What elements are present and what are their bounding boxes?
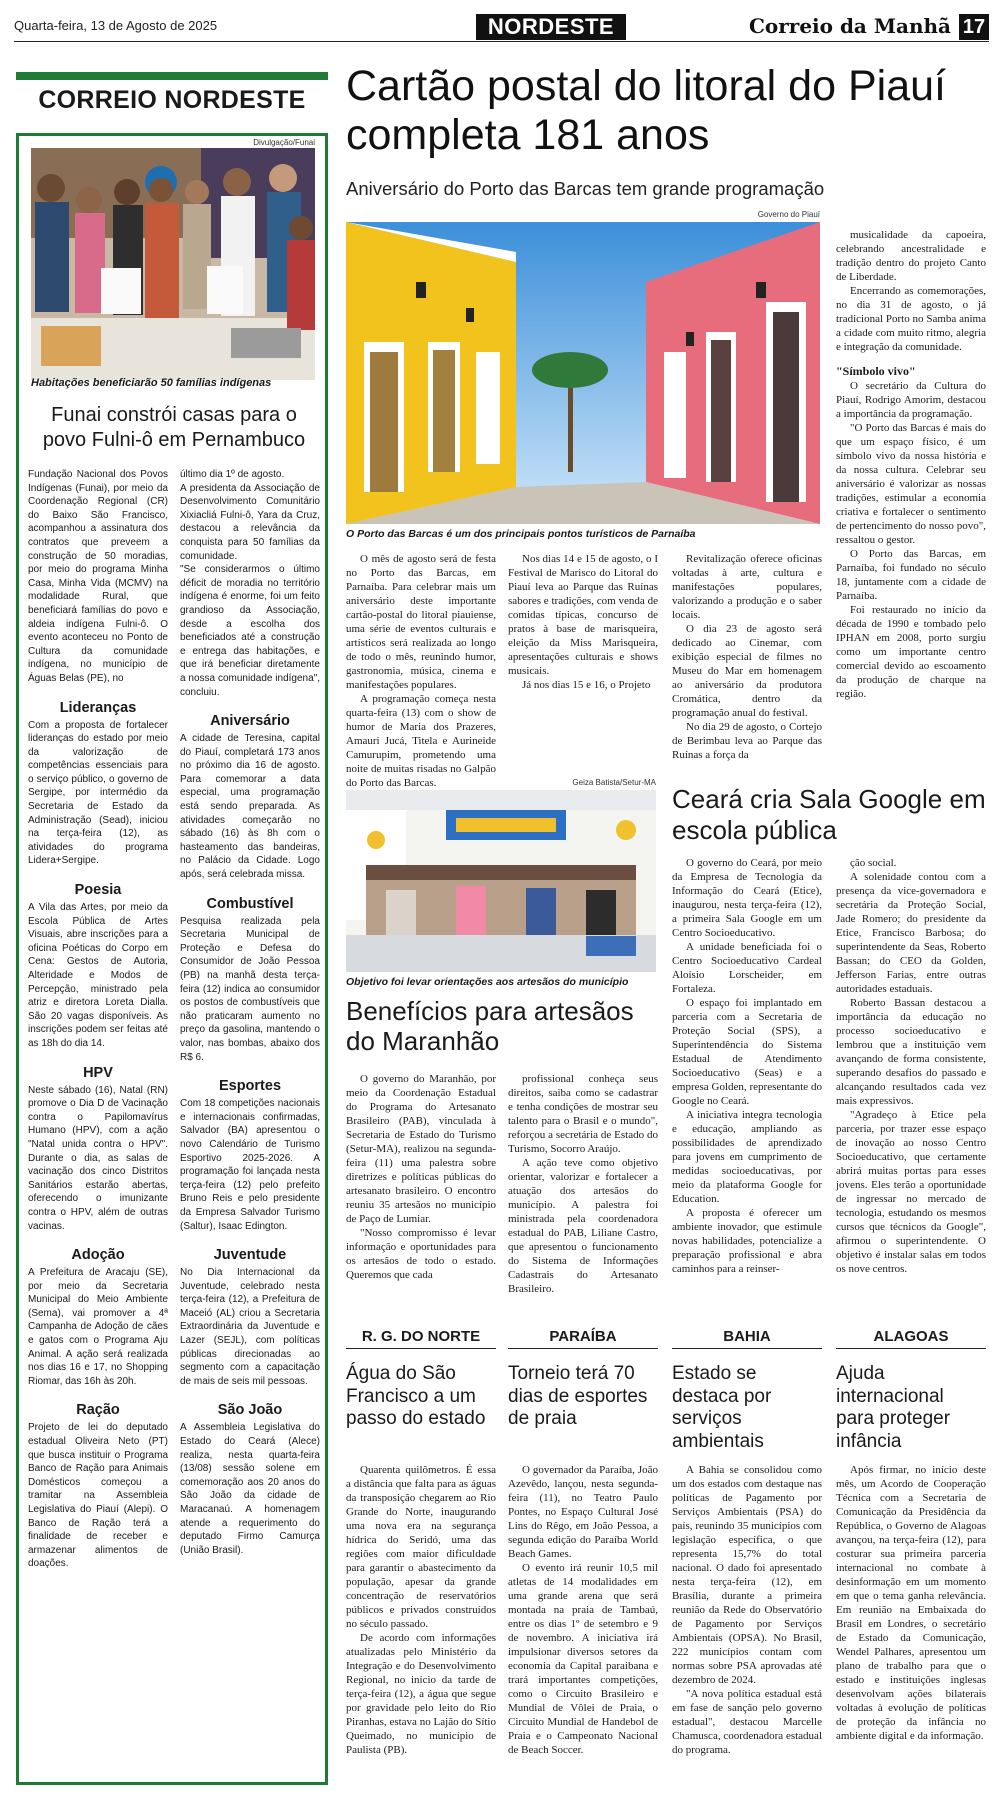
sidebar-box (16, 133, 328, 1785)
sidebar-subhead: Esportes (218, 1078, 282, 1095)
state-headline: Água do São Francisco a um passo do estado (346, 1363, 486, 1429)
porto-das-barcas-photo (346, 222, 820, 524)
state-headline: Ajuda internacional para proteger infância (836, 1363, 951, 1452)
paragraph: O evento irá reunir 10,5 mil atletas de 14 modalidades em uma grande arena que será montada na praia de Tambaú, entre os dias 1º de setembro e 9 de novembro. A iniciativa irá impulsionar diversos setores da economia da Capital paraibana e trará importantes competições, como o Circuito Brasileiro e Mundial de Vôlei de Praia, o Circuito Mundial de Handebol de Praia e o Campeonato Nacional de Beach Soccer. (508, 1562, 658, 1756)
ceara-col-1 (672, 856, 822, 1276)
sidebar-headline: Funai constrói casas para o povo Fulni-ô em Pernambuco (42, 404, 306, 451)
paragraph: No dia 29 de agosto, o Cortejo de Berimbau leva ao Parque das Ruínas a força da (672, 721, 822, 761)
main-headline: Cartão postal do litoral do Piauí completa 181 anos (346, 62, 946, 159)
rail-subhead: "Símbolo vivo" (836, 364, 916, 378)
main-col-3 (672, 552, 822, 762)
paragraph: musicalidade da capoeira, celebrando ancestralidade e tradição dentro do projeto Canto de Liberdade. (836, 229, 986, 283)
sidebar-subhead: HPV (83, 1064, 113, 1081)
paragraph: Já nos dias 15 e 16, o Projeto (522, 679, 651, 691)
paragraph: Nos dias 14 e 15 de agosto, o I Festival de Marisco do Litoral do Piauí leva ao Parque das Ruínas sabores e tradições, com venda de comidas típicas, concurso de pratos à base de marisqueira, eleição da Miss Marisqueira, apresentações culturais e shows musicais. (508, 553, 658, 677)
state-body (672, 1463, 822, 1757)
rail-paragraphs-2 (836, 379, 986, 701)
sidebar-subhead: Lideranças (59, 699, 137, 716)
paragraph: O dia 23 de agosto será dedicado ao Cinemar, com exibição especial de filmes no Museu do Mar em homenagem ao aniversário da produtora Cromática, dentro da programação anual do festival. (672, 623, 822, 719)
sidebar-subhead: Ração (76, 1402, 120, 1419)
sidebar-paragraph: Com a proposta de fortalecer lideranças do estado por meio da valorização de competências essenciais para o serviço público, o governo de Sergipe, por intermédio da Secretaria de Estado da Administração (Sead), iniciou na terça-feira (12), as atividades do programa Lidera+Sergipe. (28, 719, 168, 867)
main-right-rail (836, 228, 986, 701)
paragraph: O governo do Ceará, por meio da Empresa de Tecnologia da Informação do Ceará (Etice), inaugurou, nesta terça-feira (12), a primeira Sala Google em um Centro Socioeducativo. (672, 857, 822, 939)
state-body (346, 1463, 496, 1757)
state-column-al (836, 1328, 986, 1743)
sidebar-paragraph: Com 18 competições nacionais e internacionais confirmadas, Salvador (BA) apresentou o novo Calendário de Turismo Esportivo 2025-2026. A programação foi lançada nesta terça-feira (12) pelo prefeito Bruno Reis e pelo presidente da Empresa Salvador Turismo (Saltur), Isaac Edington. (180, 1098, 320, 1232)
paragraph: A solenidade contou com a presença da vice-governadora e secretária da Proteção Social, Jade Romero; do presidente da Etice, Francisco Barbosa; do superintendente da Seas, Roberto Bassan; do CEO da Golden, Jefferson Farias, entre outras autoridades estaduais. (836, 871, 986, 995)
state-column-pb (508, 1328, 658, 1757)
paragraph: "Nosso compromisso é levar informação e oportunidades para os artesãos de todo o estado. Queremos que cada (346, 1227, 496, 1281)
state-headline: Estado se destaca por serviços ambientais (672, 1363, 772, 1452)
sidebar-subhead: Aniversário (210, 713, 290, 730)
sidebar-paragraph: "Se considerarmos o último déficit de moradia no território indígena é enorme, foi um feito grandioso da Associação, desde a escolha dos beneficiados até a construção e entrega das habitações, e que irá beneficiar diretamente a nossa comunidade indígena", concluiu. (180, 564, 320, 698)
paragraph: O Porto das Barcas, em Parnaíba, foi fundado no século 18, juntamente com a cidade de Parnaíba. (836, 548, 986, 602)
paragraph: A unidade beneficiada foi o Centro Socioeducativo Cardeal Aloísio Lorscheider, em Fortaleza. (672, 941, 822, 995)
paragraph: A ação teve como objetivo orientar, valorizar e fortalecer a atuação dos artesãos do município. A palestra foi ministrada pela coordenadora estadual do PAB, Liliane Castro, que apresentou o funcionamento do Sistema de Informações Cadastrais do Artesanato Brasileiro. (508, 1157, 658, 1295)
state-body (508, 1463, 658, 1757)
state-body (836, 1463, 986, 1743)
sidebar-subhead: Combustível (206, 895, 294, 912)
artesaos-photo (346, 790, 656, 972)
paragraph: A Bahia se consolidou como um dos estados com destaque nas políticas de Pagamento por Serviços Ambientais (PSA) do país, reunindo 35 municípios com legislação específica, o que representa 15,7% do total nacional. O dado foi apresentado nesta terça-feira (12), em Brasília, durante a primeira reunião da Rede do Observatório de Pagamento por Serviços Ambientais (OPSA). No Brasil, 222 municípios contam com normas sobre PSA aprovadas até dezembro de 2024. (672, 1464, 822, 1686)
state-tag: PARAÍBA (508, 1328, 658, 1349)
maranhao-col-1 (346, 1072, 496, 1282)
main-col-2 (508, 552, 658, 692)
main-photo-caption: O Porto das Barcas é um dos principais pontos turísticos de Parnaíba (346, 528, 696, 540)
paragraph: Roberto Bassan destacou a importância da educação no processo socioeducativo e lembrou que a instituição vem avançando de forma consistente, superando desafios do passado e alcançando resultados cada vez mais expressivos. (836, 997, 986, 1107)
issue-date: Quarta-feira, 13 de Agosto de 2025 (14, 18, 218, 33)
funai-photo (31, 148, 315, 380)
sidebar-subhead: Juventude (213, 1247, 287, 1264)
ceara-col-2 (836, 856, 986, 1276)
paragraph: De acordo com informações atualizadas pelo Ministério da Integração e do Desenvolvimento Regional, no início da tarde de terça-feira (12), a água que segue por gravidade pelo leito do Rio Piranhas, estava no Lajão do Sítio Queimado, no município de Paulista (PB). (346, 1632, 496, 1756)
photo-caption: Habitações beneficiarão 50 famílias indígenas (31, 377, 272, 389)
main-photo-credit: Governo do Piauí (757, 210, 820, 219)
newspaper-logo: Correio da Manhã (748, 14, 951, 38)
paragraph: Encerrando as comemorações, no dia 31 de agosto, o já tradicional Porto no Samba anima a cidade com muito ritmo, alegria e integração da comunidade. (836, 285, 986, 353)
sidebar-right-column (180, 468, 320, 1557)
paragraph: O mês de agosto será de festa no Porto das Barcas, em Parnaíba. Para celebrar mais um aniversário deste importante cartão-postal do litoral piauiense, uma série de eventos culturais e artísticos será realizada ao longo de todo o mês, reunindo humor, gastronomia, música, cinema e manifestações populares. (346, 553, 496, 691)
sidebar-paragraph: A cidade de Teresina, capital do Piauí, completará 173 anos no próximo dia 16 de agosto. Para comemorar a data especial, uma programação está sendo preparada. As atividades começarão no sábado (16) às 8h com o hasteamento das bandeiras, no Palácio da Cidade. Logo após, será celebrada missa. (180, 733, 320, 881)
sidebar-paragraph: A Assembleia Legislativa do Estado do Ceará (Alece) realiza, nesta quarta-feira (13/08) sessão solene em comemoração aos 20 anos do São João da cidade de Maracanaú. A homenagem atende a requerimento do deputado Firmo Camurça (União Brasil). (180, 1422, 320, 1556)
state-column-ba (672, 1328, 822, 1757)
sidebar-subhead: São João (217, 1402, 283, 1419)
sidebar-paragraph: A presidenta da Associação de Desenvolvimento Comunitário Xixiacliá Fulni-ô, Yara da Cruz, destacou a relevância da conquista para 50 famílias da comunidade. (180, 482, 320, 562)
main-col-1 (346, 552, 496, 790)
state-column-rn (346, 1328, 496, 1757)
ceara-headline: Ceará cria Sala Google em escola pública (672, 784, 986, 845)
paragraph: O espaço foi implantado em parceria com a Secretaria de Proteção Social (SPS), a Superintendência do Sistema Estadual de Atendimento Socioeducativo (Seas) e a empresa Golden, representante do Google no Ceará. (672, 997, 822, 1107)
sidebar-paragraph: Fundação Nacional dos Povos Indígenas (Funai), por meio da Coordenação Regional (CR) do Baixo São Francisco, acompanhou a assinatura dos contratos que preveem a construção de 50 moradias, por meio do programa Minha Casa, Minha Vida (MCMV) na modalidade Rural, que beneficiará famílias do povo e aldeia indígena Fulni-ô. O evento aconteceu no Ponto de Cultura da comunidade indígena, no município de Águas Belas (PE), no (28, 469, 168, 684)
paragraph: Quarenta quilômetros. É essa a distância que falta para as águas da transposição chegarem ao Rio Grande do Norte, inaugurando uma nova era na segurança hídrica do Seridó, uma das regiões com maior dificuldade para garantir o abastecimento da população, apesar da grande concentração de reservatórios públicos e privados construídos no século passado. (346, 1464, 496, 1630)
sidebar-paragraph: A Vila das Artes, por meio da Escola Pública de Artes Visuais, abre inscrições para a oficina Poéticas do Corpo em Cena: Gestos de Autoria, Alteridade e Modos de Percepção, ministrado pela atriz e diretora Loreta Dialla. São 20 vagas disponíveis. As inscrições podem ser feitas até as 18h do dia 14. (28, 902, 168, 1049)
rail-paragraphs-1 (836, 228, 986, 354)
sidebar-subhead: Adoção (71, 1247, 125, 1264)
sidebar-title: CORREIO NORDESTE (38, 86, 306, 114)
paragraph: O secretário da Cultura do Piauí, Rodrigo Amorim, destacou a importância da programação. (836, 380, 986, 420)
state-tag: ALAGOAS (836, 1328, 986, 1349)
paragraph: A iniciativa integra tecnologia e educação, ampliando as possibilidades de aprendizado para jovens em cumprimento de medidas socioeducativas, por meio da plataforma Google for Education. (672, 1109, 822, 1205)
page-header (14, 12, 989, 42)
sidebar-accent-bar (16, 72, 328, 80)
maranhao-headline: Benefícios para artesãos do Maranhão (346, 996, 634, 1056)
sidebar-paragraph: Neste sábado (16), Natal (RN) promove o Dia D de Vacinação contra o Papilomavírus Humano (HPV), com a ação "Natal unida contra o HPV". Durante o dia, as salas de vacinação dos cinco Distritos Sanitários estarão abertas, oferecendo o imunizante contra o HPV, além de outras vacinas. (28, 1084, 168, 1232)
photo-credit: Divulgação/Funai (253, 138, 315, 147)
section-label: NORDESTE (476, 14, 626, 40)
sidebar-paragraph: No Dia Internacional da Juventude, celebrado nesta terça-feira (12), a Prefeitura de Maceió (AL) criou a Secretaria Extraordinária da Juventude e Lazer (SEJL), com políticas públicas direcionadas ao segmento com a capacitação de mais de seis mil pessoas. (180, 1267, 320, 1387)
paragraph: ção social. (850, 857, 897, 869)
maranhao-col-2 (508, 1072, 658, 1296)
sidebar-paragraph: A Prefeitura de Aracaju (SE), por meio da Secretaria Municipal do Meio Ambiente (Sema), vai promover a 4ª Campanha de Adoção de cães e gatos com o Programa Aju Animal. A ação será realizada nos dias 16 e 17, no Shopping Riomar, das 16h às 20h. (28, 1267, 168, 1387)
paragraph: Revitalização oferece oficinas voltadas à arte, cultura e manifestações populares, valorizando a produção e o saber locais. (672, 553, 822, 621)
page-number: 17 (959, 14, 989, 40)
paragraph: profissional conheça seus direitos, saiba como se cadastrar e tenha condições de mostrar seu talento para o Brasil e o mundo", reforçou a secretária de Estado do Turismo, Socorro Araújo. (508, 1073, 658, 1155)
state-tag: BAHIA (672, 1328, 822, 1349)
paragraph: Foi restaurado no início da década de 1990 e tombado pelo IPHAN em 2008, porto surgiu como um importante centro comercial devido ao escoamento da produção de charque na região. (836, 604, 986, 700)
maranhao-photo-credit: Geiza Batista/Setur-MA (572, 778, 656, 787)
sidebar-paragraph: último dia 1º de agosto. (180, 469, 285, 480)
state-tag: R. G. DO NORTE (346, 1328, 496, 1349)
paragraph: "Agradeço à Etice pela parceria, por trazer esse espaço de inovação ao nosso Centro Socioeducativo, que certamente abrirá muitas portas para esses jovens. Eles terão a oportunidade de ingressar no mercado de tecnologia, estudando os mesmos cursos que técnicos da Google", afirmou o superintendente. O objetivo é instalar salas em todos os nove centros. (836, 1109, 986, 1275)
paragraph: A programação começa nesta quarta-feira (13) com o show de humor de Maria dos Prazeres, Amauri Jucá, Titela e Aurineide Camurupim, prometendo uma noite de muitas risadas no Galpão do Porto das Barcas. (346, 693, 496, 789)
sidebar-left-column (28, 468, 168, 1571)
sidebar-paragraph: Pesquisa realizada pela Secretaria Municipal de Proteção e Defesa do Consumidor de João Pessoa (PB) na manhã desta terça-feira (12) indica ao consumidor os postos de combustíveis que não praticaram aumento no preço da gasolina, mantendo o valor, nas bombas, abaixo dos R$ 6. (180, 915, 320, 1063)
paragraph: Após firmar, no início deste mês, um Acordo de Cooperação Técnica com a Secretaria de Comunicação da Presidência da República, o Governo de Alagoas avançou, na terça-feira (12), para costurar sua primeira parceria internacional no combate à desinformação em um momento em que o tema ganha relevância. Em reunião na Embaixada do Brasil em Londres, o secretário de Estado da Comunicação, Wendel Palhares, apresentou um plano de trabalho para que o estado e instituições inglesas desenvolvam ações bilaterais voltadas à evolução de políticas de proteção da infância no ambiente digital e da informação. (836, 1464, 986, 1742)
paragraph: "O Porto das Barcas é mais do que um espaço físico, é um símbolo vivo da nossa história e da nossa cultura. Celebrar seu aniversário é valorizar as nossas tradições, estimular a economia criativa e fortalecer o sentimento de pertencimento do nosso povo", ressaltou o gestor. (836, 422, 986, 546)
paragraph: A proposta é oferecer um ambiente inovador, que estimule novas habilidades, potencialize a preparação profissional e abra caminhos para a reinser- (672, 1207, 822, 1275)
sidebar-paragraph: Projeto de lei do deputado estadual Oliveira Neto (PT) que busca instituir o Programa Banco de Ração para Animais Domésticos começou a tramitar na Assembleia Legislativa do Piauí (Alepi). O Banco de Ração terá a finalidade de receber e armazenar alimentos de doações. (28, 1422, 168, 1570)
paragraph: O governo do Maranhão, por meio da Coordenação Estadual do Programa do Artesanato Brasileiro (PAB), vinculada à Secretaria de Estado do Turismo (Setur-MA), realizou na segunda-feira (11) uma palestra sobre diretrizes e políticas públicas do artesanato brasileiro. O encontro reuniu 35 artesãos no município de Paço de Lumiar. (346, 1073, 496, 1225)
maranhao-photo-caption: Objetivo foi levar orientações aos artesãos do município (346, 976, 629, 988)
sidebar-subhead: Poesia (74, 882, 122, 899)
paragraph: "A nova política estadual está em fase de sanção pelo governo estadual", destacou Marcelle Chamusca, coordenadora estadual do programa. (672, 1688, 822, 1756)
main-subheadline: Aniversário do Porto das Barcas tem grande programação (346, 178, 825, 199)
state-headline: Torneio terá 70 dias de esportes de praia (508, 1363, 648, 1429)
paragraph: O governador da Paraíba, João Azevêdo, lançou, nesta segunda-feira (11), no Teatro Paulo Pontes, no Espaço Cultural José Lins do Rêgo, em João Pessoa, a segunda edição do Paraíba World Beach Games. (508, 1464, 658, 1560)
